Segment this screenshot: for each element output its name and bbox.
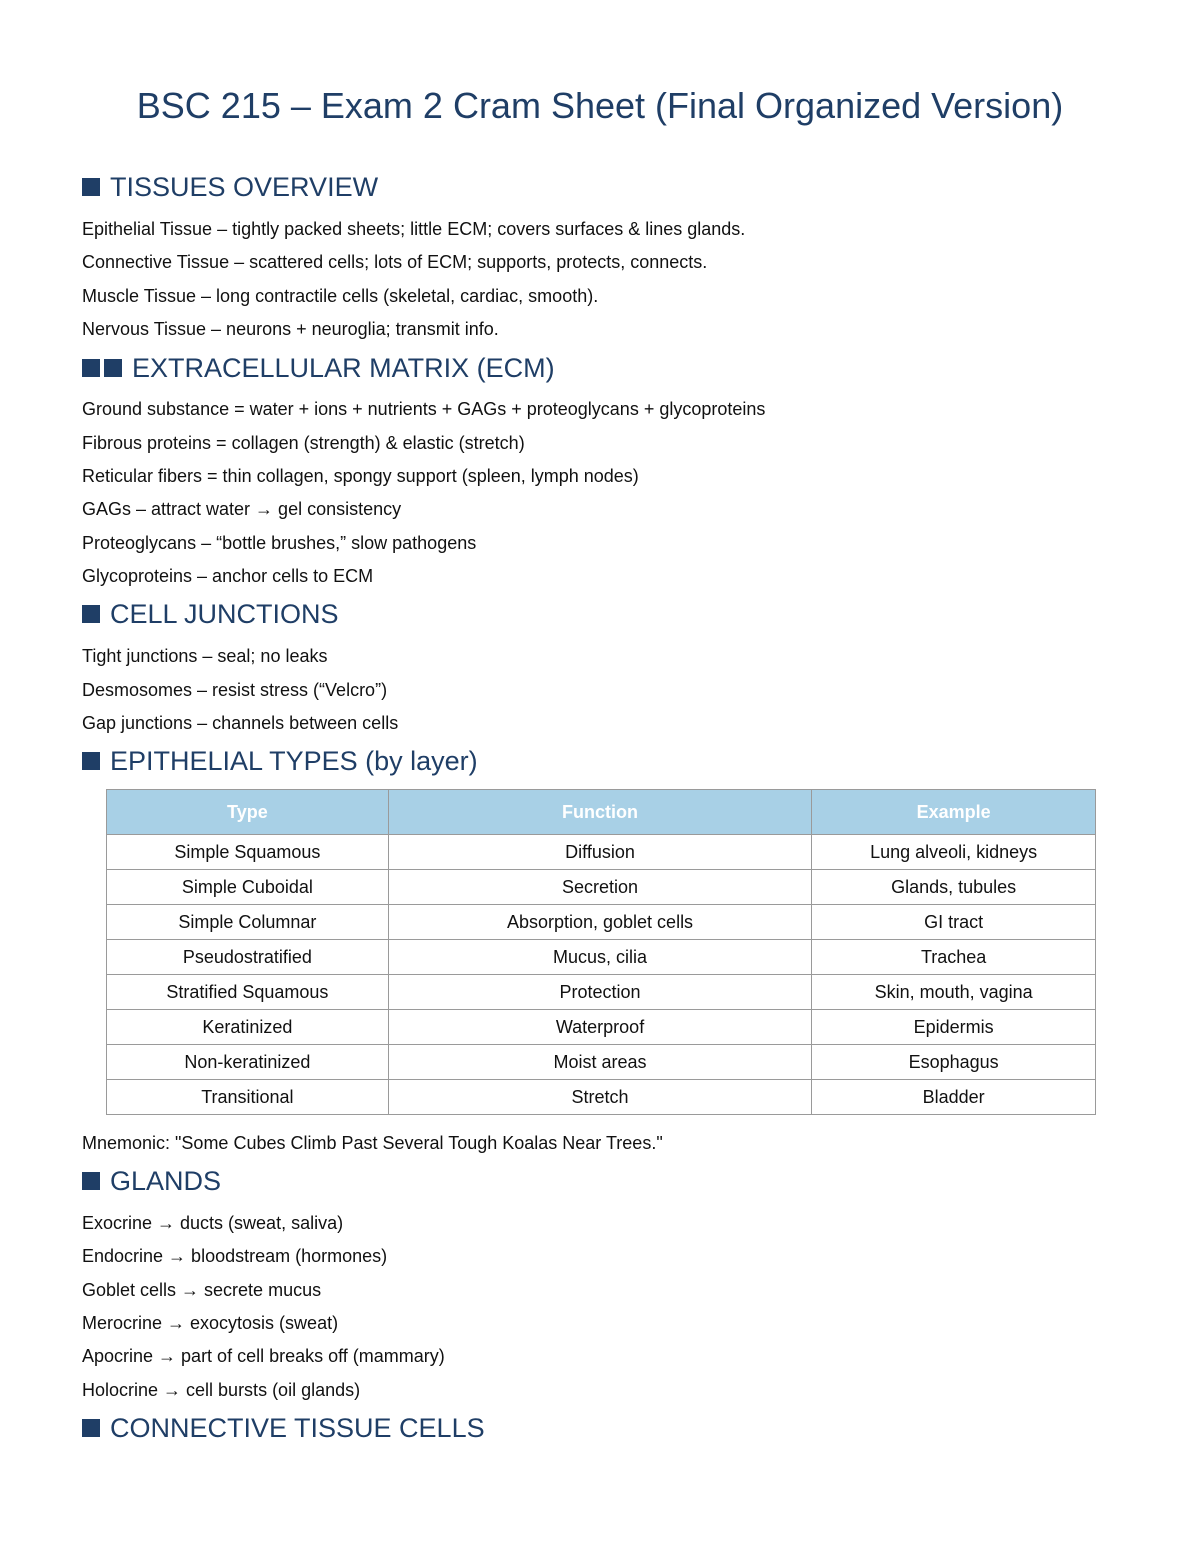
page-title: BSC 215 – Exam 2 Cram Sheet (Final Organized Version) bbox=[136, 85, 1064, 126]
table-cell: Protection bbox=[388, 975, 812, 1010]
table-cell: Absorption, goblet cells bbox=[388, 905, 812, 940]
table-cell: Diffusion bbox=[388, 835, 812, 870]
table-row bbox=[107, 975, 1096, 1010]
section-heading-text: CELL JUNCTIONS bbox=[110, 599, 339, 629]
table-header-row bbox=[107, 790, 1096, 835]
square-bullet-icon bbox=[82, 359, 100, 377]
section-heading-text: GLANDS bbox=[110, 1166, 222, 1196]
table-cell: Secretion bbox=[388, 870, 812, 905]
section-heading-text: EPITHELIAL TYPES (by layer) bbox=[110, 746, 478, 776]
square-bullet-icon bbox=[82, 1419, 100, 1437]
table-cell: Moist areas bbox=[388, 1045, 812, 1080]
mnemonic-line: Mnemonic: "Some Cubes Climb Past Several Tough Koalas Near Trees." bbox=[82, 1133, 663, 1153]
table-cell: Simple Cuboidal bbox=[107, 870, 389, 905]
section-heading-text: TISSUES OVERVIEW bbox=[110, 172, 379, 202]
square-bullet-icon bbox=[82, 605, 100, 623]
column-header-type: Type bbox=[107, 790, 389, 835]
table-cell: GI tract bbox=[812, 905, 1096, 940]
table-cell: Stretch bbox=[388, 1080, 812, 1115]
table-row bbox=[107, 1045, 1096, 1080]
ecm-line: Ground substance = water + ions + nutrients + GAGs + proteoglycans + glycoproteins bbox=[82, 399, 766, 419]
column-header-example: Example bbox=[812, 790, 1096, 835]
table-cell: Simple Squamous bbox=[107, 835, 389, 870]
table-row bbox=[107, 870, 1096, 905]
ecm-line: GAGs – attract water → gel consistency bbox=[82, 499, 402, 519]
section-heading-tissues bbox=[82, 171, 378, 203]
section-heading-junctions bbox=[82, 598, 339, 630]
table-cell: Non-keratinized bbox=[107, 1045, 389, 1080]
table-cell: Lung alveoli, kidneys bbox=[812, 835, 1096, 870]
table-cell: Esophagus bbox=[812, 1045, 1096, 1080]
table-row bbox=[107, 835, 1096, 870]
square-bullet-icon bbox=[82, 752, 100, 770]
table-cell: Transitional bbox=[107, 1080, 389, 1115]
gland-line: Apocrine → part of cell breaks off (mammary) bbox=[82, 1346, 445, 1366]
junction-line: Gap junctions – channels between cells bbox=[82, 713, 399, 733]
section-heading-text: EXTRACELLULAR MATRIX (ECM) bbox=[132, 353, 555, 383]
section-heading-ct-cells bbox=[82, 1412, 485, 1444]
table-cell: Trachea bbox=[812, 940, 1096, 975]
table-row bbox=[107, 940, 1096, 975]
tissue-line-connective: Connective Tissue – scattered cells; lots of ECM; supports, protects, connects. bbox=[82, 252, 708, 272]
table-cell: Glands, tubules bbox=[812, 870, 1096, 905]
gland-line: Exocrine → ducts (sweat, saliva) bbox=[82, 1213, 344, 1233]
table-cell: Skin, mouth, vagina bbox=[812, 975, 1096, 1010]
section-heading-ecm bbox=[82, 352, 555, 384]
table-cell: Bladder bbox=[812, 1080, 1096, 1115]
ecm-line: Reticular fibers = thin collagen, spongy support (spleen, lymph nodes) bbox=[82, 466, 639, 486]
table-cell: Stratified Squamous bbox=[107, 975, 389, 1010]
square-bullet-icon bbox=[104, 359, 122, 377]
section-heading-glands bbox=[82, 1165, 221, 1197]
tissue-line-nervous: Nervous Tissue – neurons + neuroglia; transmit info. bbox=[82, 319, 499, 339]
junction-line: Tight junctions – seal; no leaks bbox=[82, 646, 328, 666]
table-cell: Pseudostratified bbox=[107, 940, 389, 975]
tissue-line-epithelial: Epithelial Tissue – tightly packed sheets; little ECM; covers surfaces & lines glands. bbox=[82, 219, 746, 239]
column-header-function: Function bbox=[388, 790, 812, 835]
gland-line: Merocrine → exocytosis (sweat) bbox=[82, 1313, 339, 1333]
gland-line: Endocrine → bloodstream (hormones) bbox=[82, 1246, 388, 1266]
epithelial-types-table bbox=[106, 789, 1096, 1115]
gland-line: Holocrine → cell bursts (oil glands) bbox=[82, 1380, 361, 1400]
section-heading-epithelial bbox=[82, 745, 478, 777]
table-cell: Keratinized bbox=[107, 1010, 389, 1045]
table-row bbox=[107, 1080, 1096, 1115]
table-cell: Simple Columnar bbox=[107, 905, 389, 940]
table-row bbox=[107, 905, 1096, 940]
table-cell: Waterproof bbox=[388, 1010, 812, 1045]
ecm-line: Proteoglycans – “bottle brushes,” slow pathogens bbox=[82, 533, 477, 553]
table-cell: Mucus, cilia bbox=[388, 940, 812, 975]
ecm-line: Fibrous proteins = collagen (strength) & elastic (stretch) bbox=[82, 433, 525, 453]
tissue-line-muscle: Muscle Tissue – long contractile cells (skeletal, cardiac, smooth). bbox=[82, 286, 599, 306]
ecm-line: Glycoproteins – anchor cells to ECM bbox=[82, 566, 374, 586]
table-row bbox=[107, 1010, 1096, 1045]
table-cell: Epidermis bbox=[812, 1010, 1096, 1045]
square-bullet-icon bbox=[82, 178, 100, 196]
section-heading-text: CONNECTIVE TISSUE CELLS bbox=[110, 1413, 485, 1443]
square-bullet-icon bbox=[82, 1172, 100, 1190]
junction-line: Desmosomes – resist stress (“Velcro”) bbox=[82, 680, 388, 700]
gland-line: Goblet cells → secrete mucus bbox=[82, 1280, 322, 1300]
